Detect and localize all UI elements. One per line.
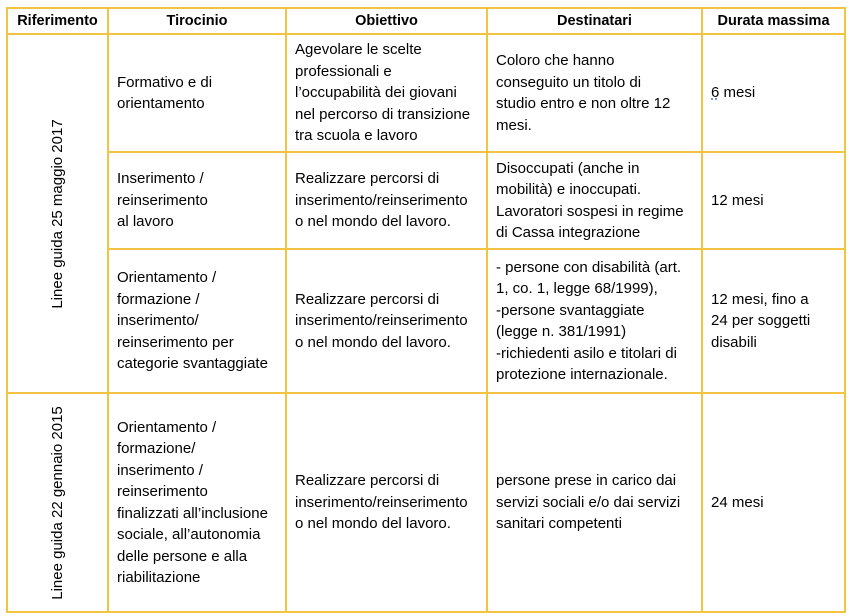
obiettivo-cell: Realizzare percorsi di inserimento/reinserimento o nel mondo del lavoro.	[286, 393, 487, 612]
durata-cell: 12 mesi	[702, 152, 845, 249]
destinatari-cell: - persone con disabilità (art. 1, co. 1, legge 68/1999), -persone svantaggiate (legge n. 381/1991) -richiedenti asilo e titolari di protezione internazionale.	[487, 249, 702, 393]
tirocini-table	[6, 7, 846, 613]
header-riferimento: Riferimento	[7, 8, 108, 34]
header-destinatari: Destinatari	[487, 8, 702, 34]
tirocinio-cell: Orientamento / formazione / inserimento/ reinserimento per categorie svantaggiate	[108, 249, 286, 393]
table-row	[7, 393, 845, 612]
destinatari-cell: Disoccupati (anche in mobilità) e inoccupati. Lavoratori sospesi in regime di Cassa integrazione	[487, 152, 702, 249]
durata-unit: mesi	[719, 84, 756, 102]
obiettivo-cell: Realizzare percorsi di inserimento/reinserimento o nel mondo del lavoro.	[286, 152, 487, 249]
destinatari-cell: Coloro che hanno conseguito un titolo di studio entro e non oltre 12 mesi.	[487, 34, 702, 152]
table-row	[7, 34, 845, 152]
reference-label: Linee guida 25 maggio 2017	[48, 118, 66, 309]
header-obiettivo: Obiettivo	[286, 8, 487, 34]
table-row	[7, 152, 845, 249]
header-durata: Durata massima	[702, 8, 845, 34]
durata-cell: 24 mesi	[702, 393, 845, 612]
destinatari-cell: persone prese in carico dai servizi sociali e/o dai servizi sanitari competenti	[487, 393, 702, 612]
durata-cell	[702, 34, 845, 152]
header-tirocinio: Tirocinio	[108, 8, 286, 34]
durata-number: 6	[711, 84, 720, 102]
durata-cell: 12 mesi, fino a 24 per soggetti disabili	[702, 249, 845, 393]
tirocinio-cell: Orientamento / formazione/ inserimento / reinserimento finalizzati all’inclusione sociale, all’autonomia delle persone e alla riabilitazione	[108, 393, 286, 612]
obiettivo-cell: Agevolare le scelte professionali e l’occupabilità dei giovani nel percorso di transizione tra scuola e lavoro	[286, 34, 487, 152]
table-row	[7, 249, 845, 393]
reference-cell-2017	[7, 34, 108, 393]
reference-label: Linee guida 22 gennaio 2015	[48, 405, 66, 600]
header-row	[7, 8, 845, 34]
tirocinio-cell: Inserimento / reinserimento al lavoro	[108, 152, 286, 249]
reference-cell-2015	[7, 393, 108, 612]
obiettivo-cell: Realizzare percorsi di inserimento/reinserimento o nel mondo del lavoro.	[286, 249, 487, 393]
tirocinio-cell: Formativo e di orientamento	[108, 34, 286, 152]
